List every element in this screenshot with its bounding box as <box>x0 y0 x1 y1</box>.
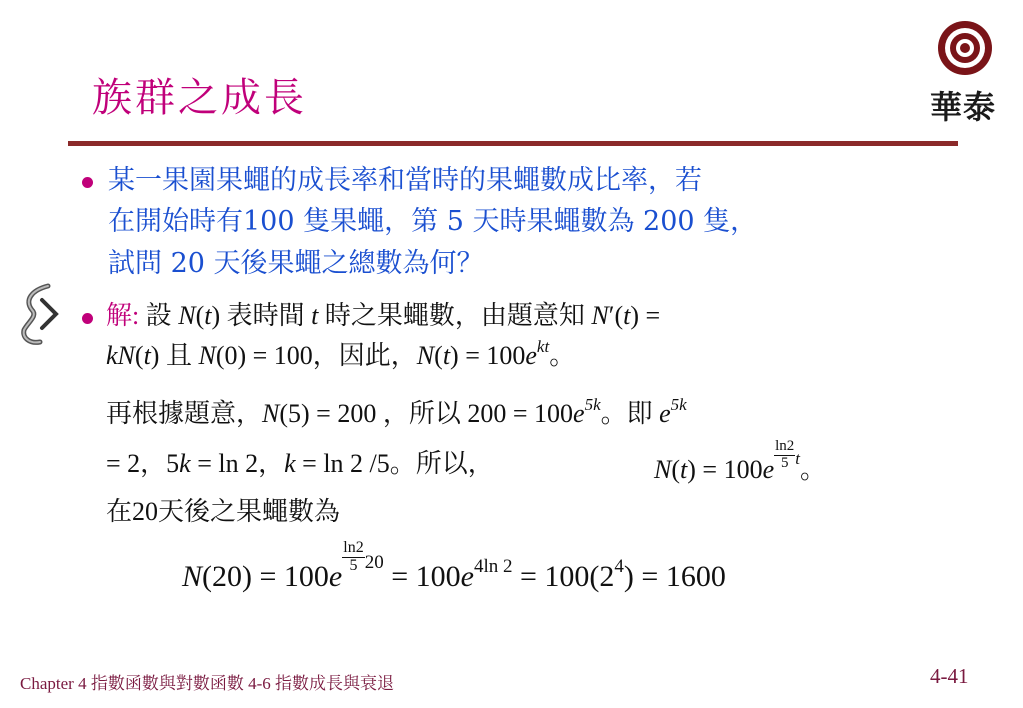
var: N <box>654 455 672 484</box>
var: e <box>460 560 474 593</box>
text: (20) = 100 <box>202 560 329 593</box>
text: ) 且 <box>150 341 199 370</box>
exponent-fraction <box>774 439 795 472</box>
var: e <box>762 455 775 484</box>
var: t <box>204 301 212 330</box>
footer-chapter: Chapter 4 指數函數與對數函數 4-6 指數成長與衰退 <box>20 674 394 693</box>
exponent: kt <box>536 337 550 356</box>
question-line-3: 試問 20 天後果蠅之總數為何？ <box>108 248 484 279</box>
text: 時之果蠅數，由題意知 <box>318 301 592 330</box>
var: N <box>198 341 216 370</box>
var: e <box>525 341 537 370</box>
solution-line-1 <box>106 303 660 329</box>
text: ( <box>671 455 681 484</box>
publisher-logo <box>918 18 1008 128</box>
solution-label: 解: <box>106 301 140 330</box>
exponent: 5k <box>670 395 687 414</box>
fraction-numerator: ln2 <box>775 438 795 454</box>
logo-text: 華泰 <box>929 88 996 126</box>
fraction-denominator: 5 <box>780 454 789 471</box>
var: t <box>680 455 688 484</box>
solution-line-4 <box>106 451 494 477</box>
var: k <box>284 449 296 478</box>
solution-line-3 <box>106 395 687 428</box>
text: ( <box>434 341 443 370</box>
text: (5) = 200 ，所以 200 = 100 <box>279 399 574 428</box>
fraction-numerator: ln2 <box>343 539 364 556</box>
text: 。即 <box>600 399 660 428</box>
exponent: 20 <box>364 552 384 573</box>
ring-logo-icon <box>918 18 1008 82</box>
text: 。 <box>800 455 827 484</box>
solution-line-2 <box>106 337 576 370</box>
text: ) = 100 <box>450 341 526 370</box>
var: k <box>106 341 118 370</box>
var: N <box>117 341 135 370</box>
text: = ln 2 /5。所以， <box>295 449 494 478</box>
text: 再根據題意， <box>106 399 263 428</box>
slide-title: 族群之成長 <box>92 75 307 121</box>
var: N <box>178 301 196 330</box>
bullet-solution <box>82 313 93 324</box>
exponent: 5k <box>584 395 601 414</box>
text: ( <box>134 341 144 370</box>
text: ′( <box>608 301 624 330</box>
var: e <box>573 399 585 428</box>
text: 設 <box>139 301 179 330</box>
var: e <box>659 399 671 428</box>
text: ) = 100 <box>687 455 763 484</box>
question-line-2: 在開始時有100 隻果蠅，第 5 天時果蠅數為 200 隻， <box>108 206 758 237</box>
var: t <box>442 341 451 370</box>
var: k <box>179 449 191 478</box>
fraction-denominator: 5 <box>349 556 358 574</box>
text: ) = <box>630 301 661 330</box>
solution-line-5: 在20天後之果蠅數為 <box>106 497 341 526</box>
question-line-1: 某一果園果蠅的成長率和當時的果蠅數成比率，若 <box>108 165 702 196</box>
text: = 100 <box>383 560 461 593</box>
growth-formula <box>654 438 827 490</box>
text: 。 <box>549 341 576 370</box>
exponent: t <box>795 449 801 468</box>
var: N <box>182 560 203 593</box>
exponent-fraction <box>342 540 364 575</box>
title-divider <box>68 141 958 146</box>
text: (0) = 100，因此， <box>215 341 417 370</box>
exponent: 4 <box>614 556 624 577</box>
var: t <box>311 301 319 330</box>
text: = 2，5 <box>106 449 180 478</box>
text: = 100(2 <box>512 560 615 593</box>
page-number: 4-41 <box>930 664 969 688</box>
text: ) = 1600 <box>623 560 726 593</box>
text: ( <box>195 301 205 330</box>
var: t <box>143 341 151 370</box>
var: N <box>262 399 280 428</box>
swirl-decoration-icon <box>18 282 60 348</box>
exponent: 4ln 2 <box>473 556 513 577</box>
var: N <box>416 341 435 370</box>
text: = ln 2， <box>190 449 285 478</box>
var: e <box>328 560 343 593</box>
bullet-question <box>82 177 93 188</box>
var: t <box>623 301 631 330</box>
var: N <box>591 301 609 330</box>
text: ) 表時間 <box>211 301 312 330</box>
final-equation <box>182 539 726 597</box>
